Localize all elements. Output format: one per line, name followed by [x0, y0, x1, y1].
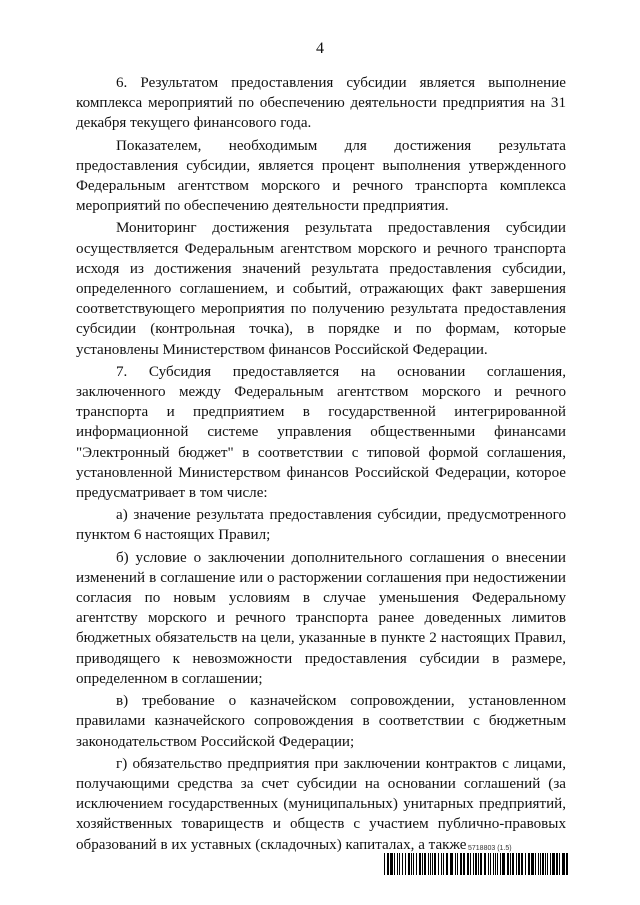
paragraph-7-agreement: 7. Субсидия предоставляется на основании соглашения, заключенного между Федеральным агентством морского и речного транспорта и предприятием в государственной интегрированной информационной системе управления общественными финансами "Электронный бюджет" в соответствии с типовой формой соглашения, установленной Министерством финансов Российской Федерации, которое предусматривает в том числе: — [76, 363, 566, 502]
paragraph-6-result: 6. Результатом предоставления субсидии является выполнение комплекса мероприятий по обеспечению деятельности предприятия на 31 декабря текущего финансового года. — [76, 75, 566, 132]
document-code: 5718803 (1.5) — [468, 845, 512, 852]
paragraph-item-a: а) значение результата предоставления субсидии, предусмотренного пунктом 6 настоящих Правил; — [76, 507, 566, 544]
paragraph-item-b: б) условие о заключении дополнительного соглашения о внесении изменений в соглашение или о расторжении соглашения при недостижении согласия по новым условиям в случае уменьшения Федеральному агентству морского и речного транспорта ранее доведенных лимитов бюджетных обязательств на цели, указанные в пункте 2 настоящих Правил, приводящего к невозможности предоставления субсидии в размере, определенном в соглашении; — [76, 549, 566, 687]
paragraph-indicator: Показателем, необходимым для достижения результата предоставления субсидии, является процент выполнения утвержденного Федеральным агентством морского и речного транспорта комплекса мероприятий по обеспечению деятельности предприятия. — [76, 137, 566, 215]
paragraph-item-g: г) обязательство предприятия при заключении контрактов с лицами, получающими средства за счет субсидии на основании соглашений (за исключением государственных (муниципальных) унитарных предприятий, хозяйственных товариществ и обществ с участием публично-правовых образований в их уставных (складочных) капиталах, а также — [76, 755, 566, 853]
paragraph-monitoring: Мониторинг достижения результата предоставления субсидии осуществляется Федеральным агентством морского и речного транспорта исходя из достижения значений результата предоставления субсидии, определенного соглашением, и событий, отражающих факт завершения соответствующего мероприятия по получению результата предоставления субсидии (контрольная точка), в порядке и по формам, которые установлены Министерством финансов Российской Федерации. — [76, 220, 566, 358]
page-number: 4 — [316, 40, 324, 57]
barcode-image — [384, 853, 568, 875]
paragraph-item-v: в) требование о казначейском сопровождении, установленном правилами казначейского сопровождения в соответствии с бюджетным законодательством Российской Федерации; — [76, 693, 566, 750]
document-body — [76, 73, 566, 855]
